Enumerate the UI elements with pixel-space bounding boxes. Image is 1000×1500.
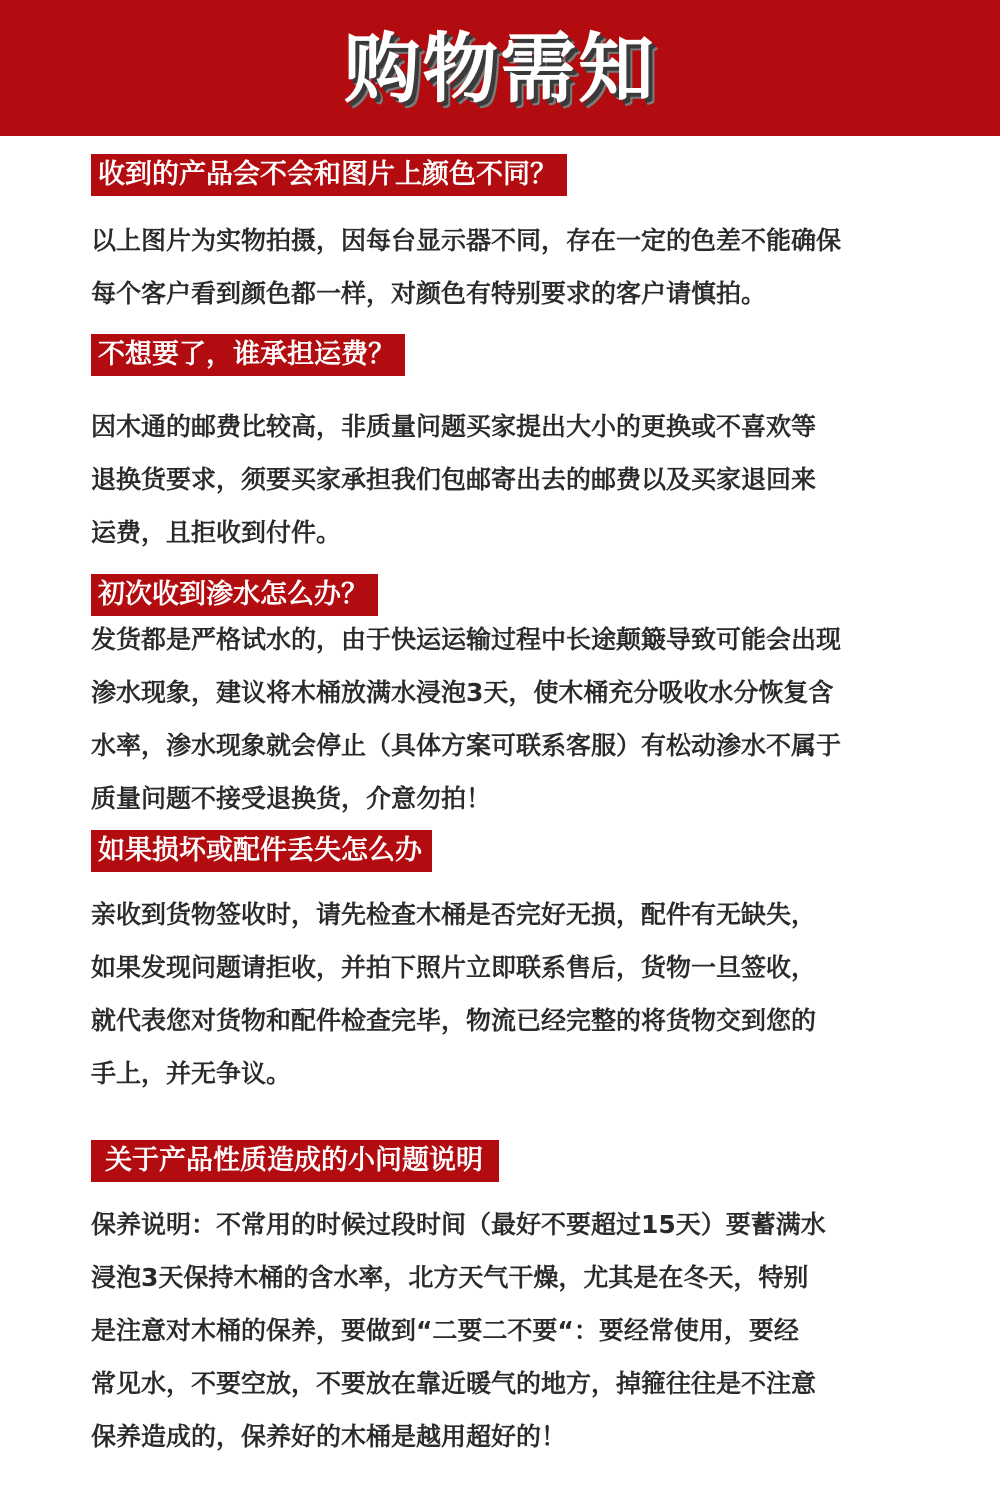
text-line: 渗水现象，建议将木桶放满水浸泡3天，使木桶充分吸收水分恢复含: [91, 678, 834, 707]
section-text-damage-missing-parts: [91, 888, 951, 1100]
text-line: 水率，渗水现象就会停止（具体方案可联系客服）有松动渗水不属于: [91, 731, 842, 760]
page-title: 购物需知: [344, 24, 656, 113]
section-text-water-leak: [91, 613, 951, 825]
title-banner: [0, 0, 1000, 136]
text-line: 亲收到货物签收时，请先检查木桶是否完好无损，配件有无缺失，: [91, 900, 817, 929]
text-line: 每个客户看到颜色都一样，对颜色有特别要求的客户请慎拍。: [91, 279, 767, 308]
text-line: 质量问题不接受退换货，介意勿拍！: [91, 784, 492, 813]
text-line: 退换货要求，须要买家承担我们包邮寄出去的邮费以及买家退回来: [91, 465, 817, 494]
text-line: 保养造成的，保养好的木桶是越用超好的！: [91, 1422, 567, 1451]
section-text-maintenance: [91, 1198, 951, 1463]
text-line: 以上图片为实物拍摄，因每台显示器不同，存在一定的色差不能确保: [91, 226, 842, 255]
text-line: 保养说明：不常用的时候过段时间（最好不要超过15天）要蓄满水: [91, 1210, 826, 1239]
text-line: 常见水，不要空放，不要放在靠近暖气的地方，掉箍往往是不注意: [91, 1369, 817, 1398]
text-line: 是注意对木桶的保养，要做到“二要二不要“：要经常使用，要经: [91, 1316, 799, 1345]
section-text-return-shipping: [91, 400, 951, 559]
section-heading-damage-missing-parts: 如果损坏或配件丢失怎么办: [91, 830, 432, 872]
text-line: 就代表您对货物和配件检查完毕，物流已经完整的将货物交到您的: [91, 1006, 817, 1035]
text-line: 运费，且拒收到付件。: [91, 518, 342, 547]
section-heading-water-leak: 初次收到渗水怎么办？: [91, 574, 378, 616]
text-line: 手上，并无争议。: [91, 1059, 292, 1088]
text-line: 发货都是严格试水的，由于快运运输过程中长途颠簸导致可能会出现: [91, 625, 842, 654]
section-heading-color-difference: 收到的产品会不会和图片上颜色不同？: [91, 154, 567, 196]
text-line: 如果发现问题请拒收，并拍下照片立即联系售后，货物一旦签收，: [91, 953, 817, 982]
text-line: 因木通的邮费比较高，非质量问题买家提出大小的更换或不喜欢等: [91, 412, 817, 441]
section-heading-product-nature: 关于产品性质造成的小问题说明: [91, 1140, 499, 1182]
section-heading-return-shipping: 不想要了，谁承担运费？: [91, 334, 405, 376]
section-text-color-difference: [91, 214, 951, 320]
text-line: 浸泡3天保持木桶的含水率，北方天气干燥，尤其是在冬天，特别: [91, 1263, 809, 1292]
